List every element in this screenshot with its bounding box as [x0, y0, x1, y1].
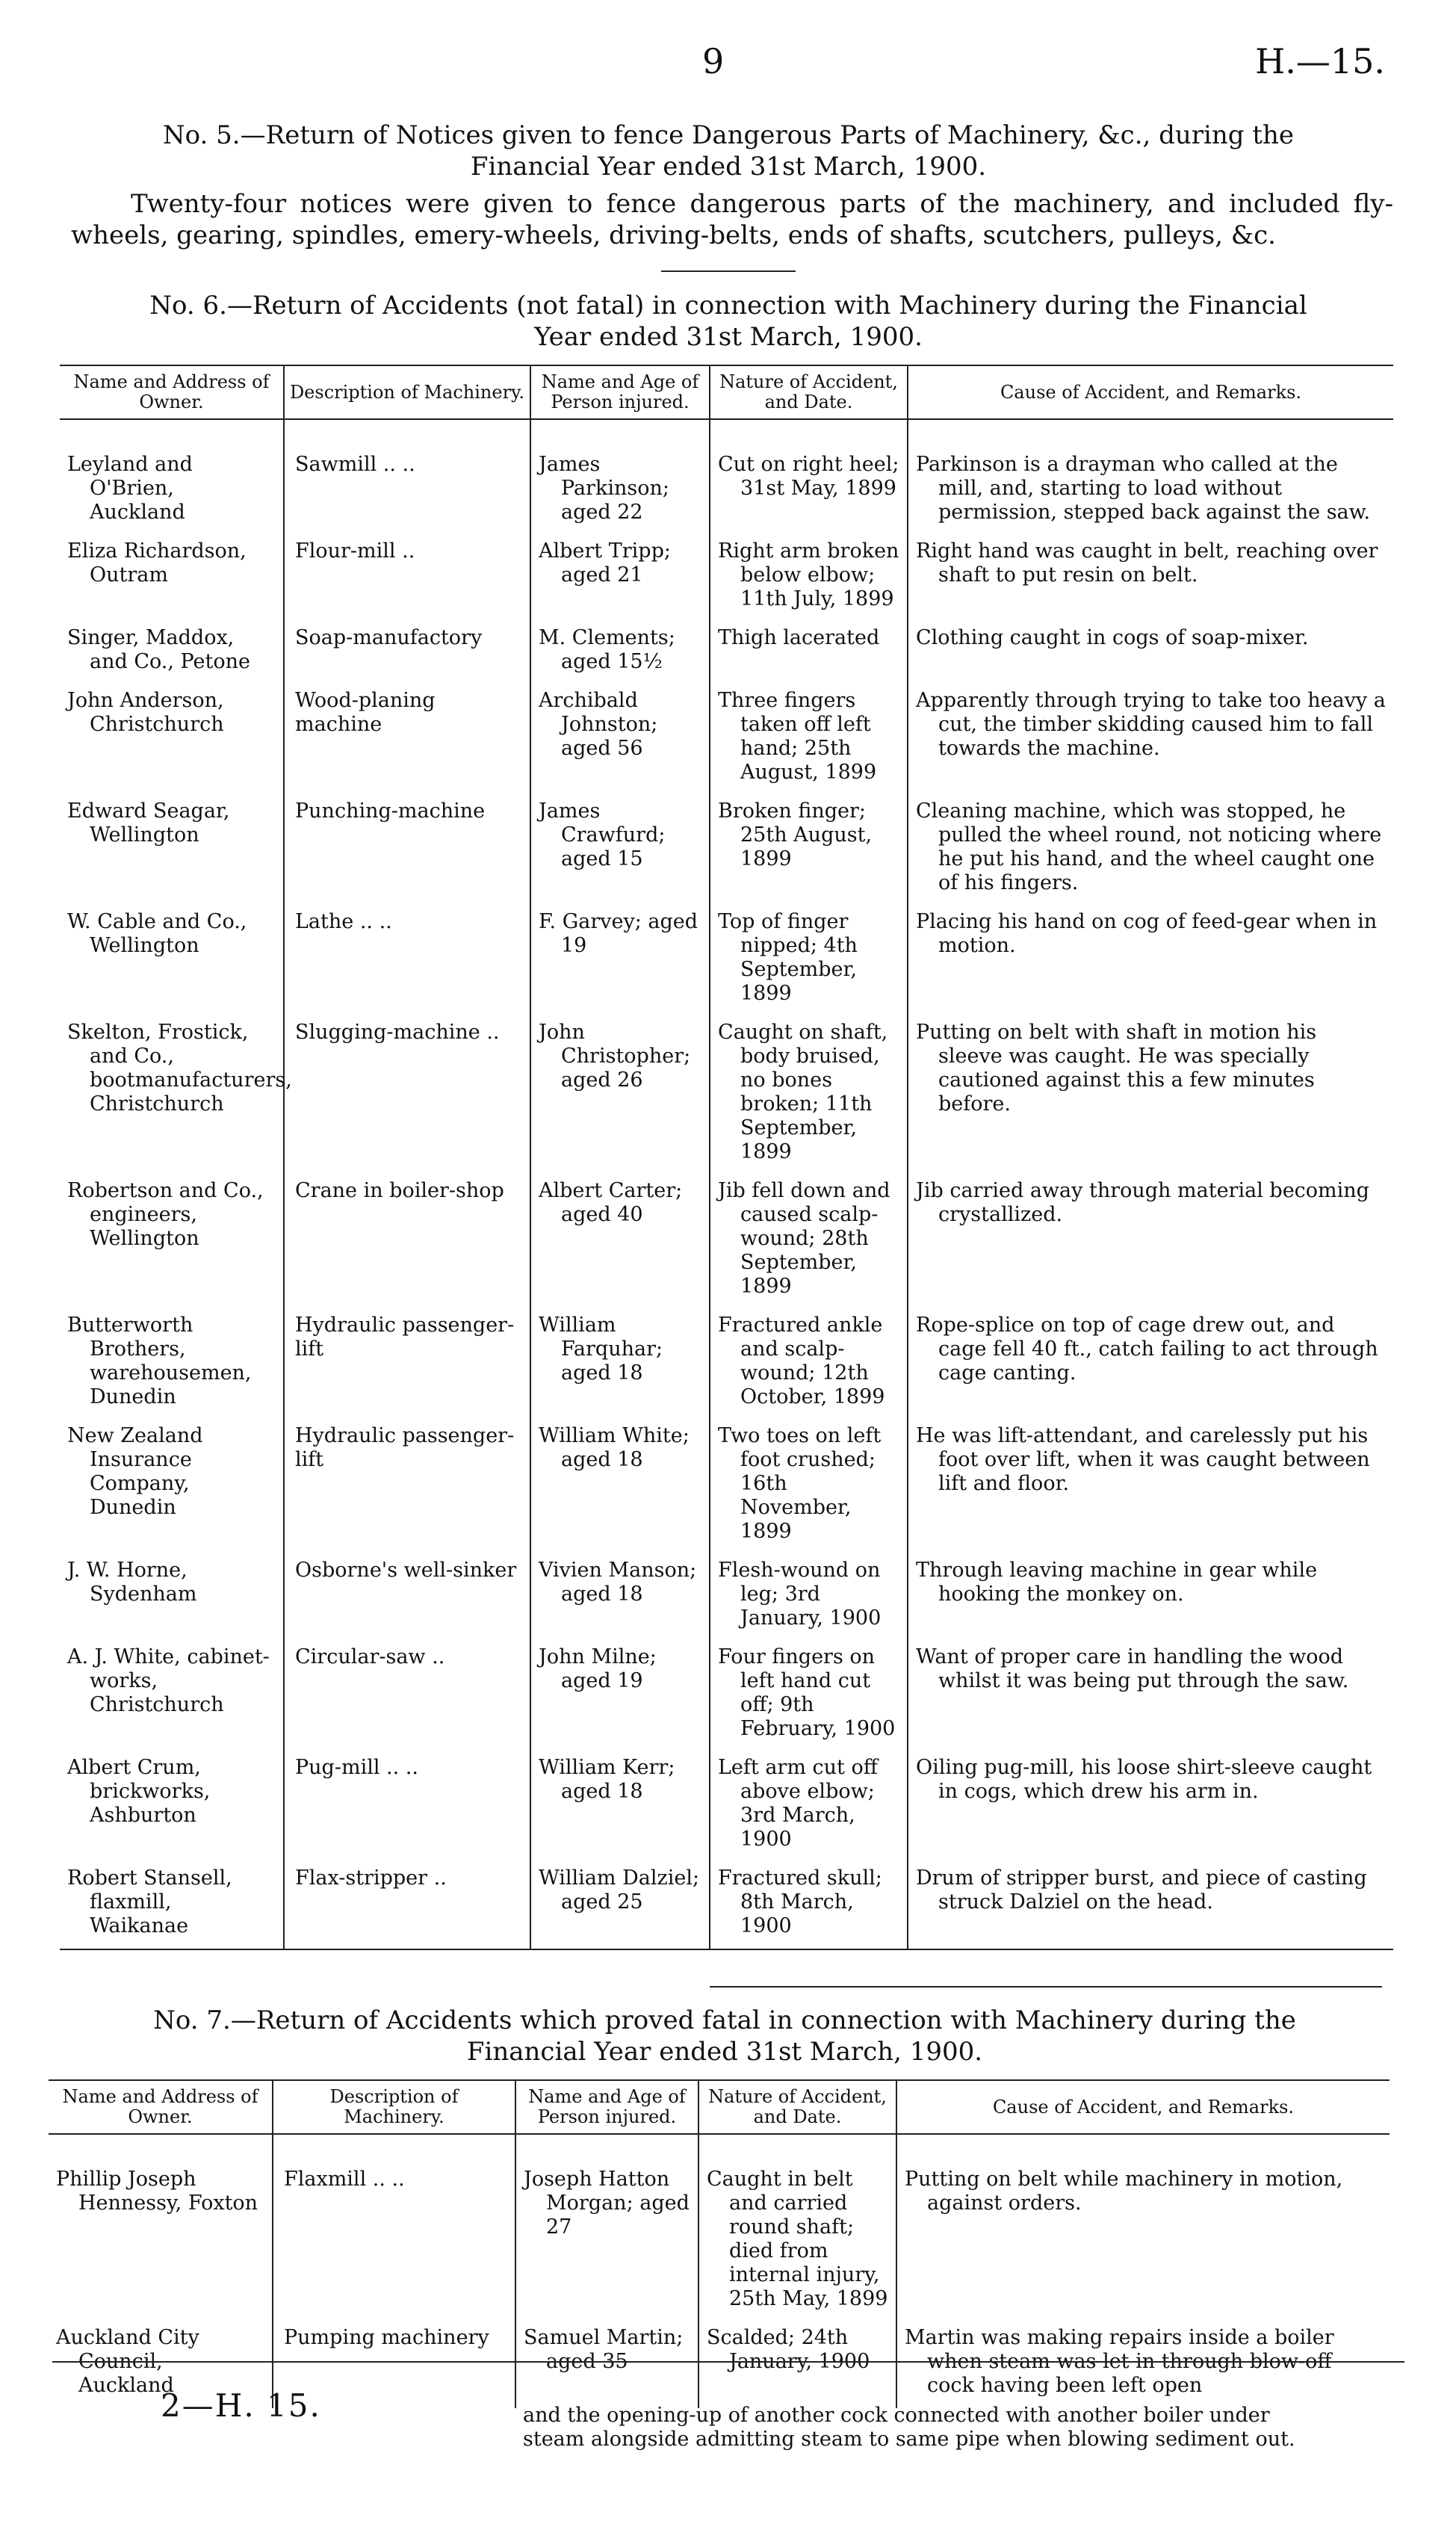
machinery-cell: Flax-stripper .. [284, 1862, 530, 1949]
machinery-cell: Punching-machine [284, 795, 530, 906]
nature-cell: Two toes on left foot crushed; 16th November, 1899 [710, 1420, 908, 1554]
machinery-cell: Soap-manufactory [284, 622, 530, 684]
person-cell: Albert Carter; aged 40 [530, 1175, 710, 1309]
person-cell: William White; aged 18 [530, 1420, 710, 1554]
table-header-row [49, 2080, 1390, 2134]
machinery-cell: Hydraulic passenger-lift [284, 1420, 530, 1554]
machinery-cell: Lathe .. .. [284, 906, 530, 1016]
person-cell: Joseph Hatton Morgan; aged 27 [515, 2134, 698, 2322]
nature-cell: Jib fell down and caused scalp-wound; 28th September, 1899 [710, 1175, 908, 1309]
section7-title-line1: No. 7.—Return of Accidents which proved fatal in connection with Machinery during the [153, 2005, 1296, 2035]
table-bottom-rule [60, 1949, 1393, 1950]
person-cell: James Crawfurd; aged 15 [530, 795, 710, 906]
nature-cell: Fractured ankle and scalp-wound; 12th October, 1899 [710, 1309, 908, 1420]
cause-cell: Clothing caught in cogs of soap-mixer. [908, 622, 1393, 684]
person-cell: John Milne; aged 19 [530, 1641, 710, 1751]
section5-title [71, 120, 1386, 182]
owner-cell: Phillip Joseph Hennessy, Foxton [56, 2168, 258, 2215]
section6-title-line2: Year ended 31st March, 1900. [534, 322, 923, 352]
nature-cell: Fractured skull; 8th March, 1900 [710, 1862, 908, 1949]
owner-cell: Edward Seagar, Wellington [67, 799, 230, 847]
cause-cell: Through leaving machine in gear while hooking the monkey on. [908, 1554, 1393, 1641]
person-cell: James Parkinson; aged 22 [530, 419, 710, 535]
table-row [60, 1641, 1393, 1751]
owner-cell: Leyland and O'Brien, Auckland [67, 453, 193, 524]
nature-cell: Three fingers taken off left hand; 25th August, 1899 [710, 684, 908, 795]
cause-cell: Cleaning machine, which was stopped, he pulled the wheel round, not noticing where he put his hand, and the wheel caught one of his fingers. [908, 795, 1393, 906]
machinery-cell: Pug-mill .. .. [284, 1751, 530, 1862]
section6-title [71, 290, 1386, 353]
owner-cell: Butterworth Brothers, warehousemen, Dunedin [67, 1314, 252, 1408]
nature-cell: Caught in belt and carried round shaft; died from internal injury, 25th May, 1899 [698, 2134, 896, 2322]
cause-cell: He was lift-attendant, and carelessly put his foot over lift, when it was caught between lift and floor. [908, 1420, 1393, 1554]
section5-title-line2: Financial Year ended 31st March, 1900. [470, 152, 987, 182]
machinery-cell: Flour-mill .. [284, 535, 530, 622]
person-cell: John Christopher; aged 26 [530, 1016, 710, 1175]
column-header: Nature of Accident, and Date. [698, 2080, 896, 2134]
machinery-cell: Flaxmill .. .. [273, 2134, 515, 2322]
nature-cell: Scalded; 24th January, 1900 [698, 2322, 896, 2408]
owner-cell: W. Cable and Co., Wellington [67, 910, 247, 957]
cause-cell: Parkinson is a drayman who called at the mill, and, starting to load without permission, stepped back against the saw. [908, 419, 1393, 535]
table-row [60, 1751, 1393, 1862]
table-row [49, 2134, 1390, 2322]
section5-text: Twenty-four notices were given to fence dangerous parts of the machinery, and included fly-wheels, gearing, spindles, emery-wheels, driving-belts, ends of shafts, scutchers, pulleys, &c. [71, 189, 1393, 250]
table-row [60, 535, 1393, 622]
owner-cell: Auckland City Council, Auckland [56, 2326, 199, 2397]
section7-title [60, 2005, 1390, 2067]
owner-cell: Albert Crum, brickworks, Ashburton [67, 1756, 211, 1827]
person-cell: Albert Tripp; aged 21 [530, 535, 710, 622]
owner-cell: J. W. Horne, Sydenham [67, 1559, 197, 1606]
table-row [60, 1309, 1393, 1420]
page-number: 9 [702, 41, 725, 81]
machinery-cell: Slugging-machine .. [284, 1016, 530, 1175]
table-row [60, 1420, 1393, 1554]
table-row [60, 906, 1393, 1016]
page-bottom-rule [52, 2361, 1404, 2363]
table-row [60, 1554, 1393, 1641]
column-header: Description of Machinery. [284, 365, 530, 419]
machinery-cell: Crane in boiler-shop [284, 1175, 530, 1309]
cause-cell: Putting on belt with shaft in motion his sleeve was caught. He was specially cautioned against this a few minutes before. [908, 1016, 1393, 1175]
column-header: Description of Machinery. [273, 2080, 515, 2134]
cause-cell: Rope-splice on top of cage drew out, and cage fell 40 ft., catch failing to act through cage canting. [908, 1309, 1393, 1420]
nature-cell: Four fingers on left hand cut off; 9th February, 1900 [710, 1641, 908, 1751]
cause-cell: Jib carried away through material becoming crystallized. [908, 1175, 1393, 1309]
cause-cell: Drum of stripper burst, and piece of casting struck Dalziel on the head. [908, 1862, 1393, 1949]
nature-cell: Left arm cut off above elbow; 3rd March, 1900 [710, 1751, 908, 1862]
person-cell: William Kerr; aged 18 [530, 1751, 710, 1862]
table-row [60, 622, 1393, 684]
cause-cell: Placing his hand on cog of feed-gear when in motion. [908, 906, 1393, 1016]
section5-title-line1: No. 5.—Return of Notices given to fence Dangerous Parts of Machinery, &c., during the [162, 120, 1295, 150]
nature-cell: Top of finger nipped; 4th September, 1899 [710, 906, 908, 1016]
cause-cell: Oiling pug-mill, his loose shirt-sleeve caught in cogs, which drew his arm in. [908, 1751, 1393, 1862]
table-row [60, 1862, 1393, 1949]
nonfatal-accidents-table [60, 365, 1393, 1949]
column-header: Name and Address of Owner. [49, 2080, 273, 2134]
table-header-row [60, 365, 1393, 419]
machinery-cell: Pumping machinery [273, 2322, 515, 2408]
owner-cell: Singer, Maddox, and Co., Petone [67, 626, 250, 673]
owner-cell: Eliza Richardson, Outram [67, 539, 247, 587]
fatal-accidents-table [49, 2079, 1390, 2408]
person-cell: William Farquhar; aged 18 [530, 1309, 710, 1420]
document-code: H.—15. [1255, 41, 1385, 81]
remark-continuation-line: and the opening-up of another cock connected with another boiler under [523, 2404, 1270, 2427]
table-row [60, 1016, 1393, 1175]
table-row [60, 1175, 1393, 1309]
person-cell: Vivien Manson; aged 18 [530, 1554, 710, 1641]
machinery-cell: Wood-planing machine [284, 684, 530, 795]
person-cell: F. Garvey; aged 19 [530, 906, 710, 1016]
person-cell: M. Clements; aged 15½ [530, 622, 710, 684]
table-row [60, 419, 1393, 535]
nature-cell: Flesh-wound on leg; 3rd January, 1900 [710, 1554, 908, 1641]
cause-cell: Putting on belt while machinery in motion, against orders. [896, 2134, 1390, 2322]
machinery-cell: Hydraulic passenger-lift [284, 1309, 530, 1420]
column-header: Name and Age of Person injured. [530, 365, 710, 419]
nature-cell: Thigh lacerated [710, 622, 908, 684]
column-header: Name and Address of Owner. [60, 365, 284, 419]
cause-cell: Apparently through trying to take too heavy a cut, the timber skidding caused him to fall towards the machine. [908, 684, 1393, 795]
cause-cell: Want of proper care in handling the wood whilst it was being put through the saw. [908, 1641, 1393, 1751]
section6-title-line1: No. 6.—Return of Accidents (not fatal) in connection with Machinery during the Financial [149, 291, 1307, 321]
nature-cell: Cut on right heel; 31st May, 1899 [710, 419, 908, 535]
nature-cell: Caught on shaft, body bruised, no bones broken; 11th September, 1899 [710, 1016, 908, 1175]
machinery-cell: Sawmill .. .. [284, 419, 530, 535]
person-cell: William Dalziel; aged 25 [530, 1862, 710, 1949]
nature-cell: Broken finger; 25th August, 1899 [710, 795, 908, 906]
remark-continuation-line: steam alongside admitting steam to same pipe when blowing sediment out. [523, 2428, 1295, 2451]
section7-title-line2: Financial Year ended 31st March, 1900. [466, 2037, 983, 2067]
footer-signature: 2—H. 15. [161, 2387, 321, 2424]
column-header: Nature of Accident, and Date. [710, 365, 908, 419]
machinery-cell: Osborne's well-sinker [284, 1554, 530, 1641]
machinery-cell: Circular-saw .. [284, 1641, 530, 1751]
person-cell: Archibald Johnston; aged 56 [530, 684, 710, 795]
owner-cell: Robert Stansell, flaxmill, Waikanae [67, 1866, 232, 1937]
owner-cell: New Zealand Insurance Company, Dunedin [67, 1424, 203, 1519]
nature-cell: Right arm broken below elbow; 11th July, 1899 [710, 535, 908, 622]
column-header: Cause of Accident, and Remarks. [908, 365, 1393, 419]
column-header: Name and Age of Person injured. [515, 2080, 698, 2134]
owner-cell: John Anderson, Christchurch [67, 689, 224, 736]
person-cell: Samuel Martin; aged 35 [515, 2322, 698, 2408]
owner-cell: Robertson and Co., engineers, Wellington [67, 1179, 264, 1250]
owner-cell: Skelton, Frostick, and Co., bootmanufacturers, Christchurch [67, 1021, 292, 1116]
table-row [60, 795, 1393, 906]
cause-cell: Right hand was caught in belt, reaching over shaft to put resin on belt. [908, 535, 1393, 622]
column-header: Cause of Accident, and Remarks. [896, 2080, 1390, 2134]
section-rule [710, 1986, 1382, 1988]
owner-cell: A. J. White, cabinet-works, Christchurch [67, 1645, 270, 1716]
cause-cell: Martin was making repairs inside a boiler when steam was let in through blow-off cock having been left open [896, 2322, 1390, 2408]
table-row [60, 684, 1393, 795]
separator-rule [661, 270, 796, 272]
